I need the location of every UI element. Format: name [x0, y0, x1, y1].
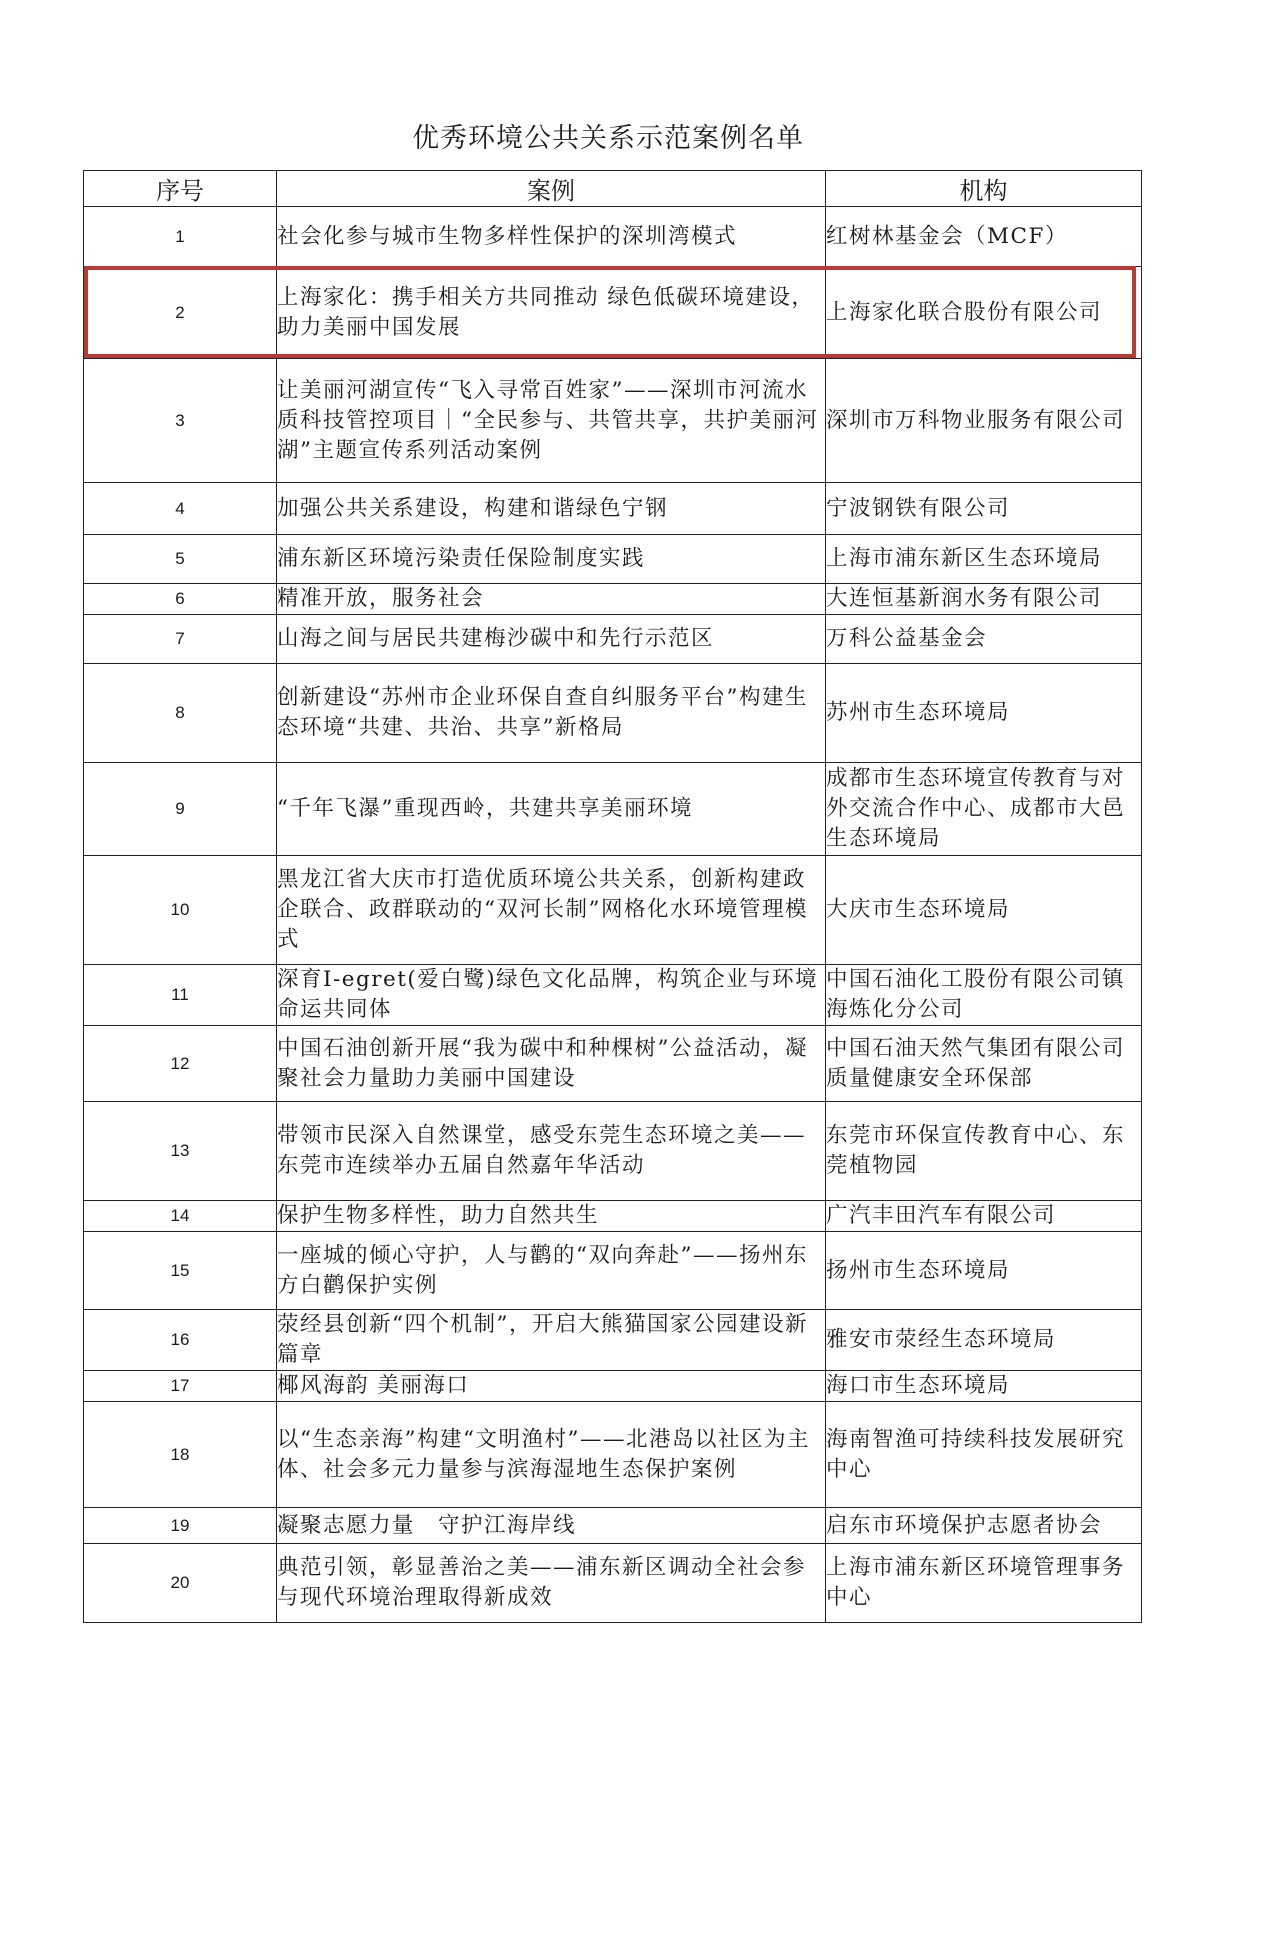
row-number: 4 — [84, 483, 277, 535]
table-row — [84, 856, 1142, 965]
row-number: 10 — [84, 856, 277, 965]
column-header-organization: 机构 — [826, 171, 1142, 207]
cases-table — [83, 170, 1142, 1623]
row-number: 20 — [84, 1544, 277, 1623]
row-number: 11 — [84, 965, 277, 1026]
row-number: 7 — [84, 615, 277, 664]
case-name: 深育I-egret(爱白鹭)绿色文化品牌，构筑企业与环境命运共同体 — [277, 965, 826, 1026]
table-row — [84, 1026, 1142, 1102]
table-row — [84, 1102, 1142, 1201]
row-number: 8 — [84, 664, 277, 763]
organization-name: 大庆市生态环境局 — [826, 856, 1142, 965]
organization-name: 启东市环境保护志愿者协会 — [826, 1508, 1142, 1544]
case-name: 上海家化：携手相关方共同推动 绿色低碳环境建设，助力美丽中国发展 — [277, 267, 826, 359]
organization-name: 扬州市生态环境局 — [826, 1232, 1142, 1310]
organization-name: 万科公益基金会 — [826, 615, 1142, 664]
table-row — [84, 535, 1142, 584]
table-row — [84, 1402, 1142, 1508]
table-row — [84, 1201, 1142, 1232]
row-number: 3 — [84, 359, 277, 483]
organization-name: 上海市浦东新区生态环境局 — [826, 535, 1142, 584]
case-name: 保护生物多样性，助力自然共生 — [277, 1201, 826, 1232]
case-name: 让美丽河湖宣传“飞入寻常百姓家”——深圳市河流水质科技管控项目｜“全民参与、共管共享，共护美丽河湖”主题宣传系列活动案例 — [277, 359, 826, 483]
organization-name: 广汽丰田汽车有限公司 — [826, 1201, 1142, 1232]
table-row — [84, 615, 1142, 664]
row-number: 1 — [84, 207, 277, 267]
table-row — [84, 359, 1142, 483]
case-name: 黑龙江省大庆市打造优质环境公共关系，创新构建政企联合、政群联动的“双河长制”网格化水环境管理模式 — [277, 856, 826, 965]
organization-name: 大连恒基新润水务有限公司 — [826, 584, 1142, 615]
table-row — [84, 267, 1142, 359]
organization-name: 海南智渔可持续科技发展研究中心 — [826, 1402, 1142, 1508]
table-row — [84, 1371, 1142, 1402]
column-header-case: 案例 — [277, 171, 826, 207]
case-name: 荥经县创新“四个机制”，开启大熊猫国家公园建设新篇章 — [277, 1310, 826, 1371]
case-name: 一座城的倾心守护，人与鹳的“双向奔赴”——扬州东方白鹳保护实例 — [277, 1232, 826, 1310]
row-number: 15 — [84, 1232, 277, 1310]
organization-name: 海口市生态环境局 — [826, 1371, 1142, 1402]
case-name: 创新建设“苏州市企业环保自查自纠服务平台”构建生态环境“共建、共治、共享”新格局 — [277, 664, 826, 763]
organization-name: 雅安市荥经生态环境局 — [826, 1310, 1142, 1371]
row-number: 14 — [84, 1201, 277, 1232]
row-number: 16 — [84, 1310, 277, 1371]
table-row — [84, 1544, 1142, 1623]
organization-name: 东莞市环保宣传教育中心、东莞植物园 — [826, 1102, 1142, 1201]
table-row — [84, 1508, 1142, 1544]
organization-name: 成都市生态环境宣传教育与对外交流合作中心、成都市大邑生态环境局 — [826, 763, 1142, 856]
organization-name: 上海市浦东新区环境管理事务中心 — [826, 1544, 1142, 1623]
table-row — [84, 1310, 1142, 1371]
organization-name: 苏州市生态环境局 — [826, 664, 1142, 763]
organization-name: 上海家化联合股份有限公司 — [826, 267, 1142, 359]
table-row — [84, 207, 1142, 267]
row-number: 6 — [84, 584, 277, 615]
row-number: 13 — [84, 1102, 277, 1201]
table-row — [84, 763, 1142, 856]
row-number: 17 — [84, 1371, 277, 1402]
case-name: 山海之间与居民共建梅沙碳中和先行示范区 — [277, 615, 826, 664]
organization-name: 中国石油化工股份有限公司镇海炼化分公司 — [826, 965, 1142, 1026]
document-title: 优秀环境公共关系示范案例名单 — [412, 123, 804, 154]
case-name: 加强公共关系建设，构建和谐绿色宁钢 — [277, 483, 826, 535]
case-name: 中国石油创新开展“我为碳中和种棵树”公益活动，凝聚社会力量助力美丽中国建设 — [277, 1026, 826, 1102]
row-number: 19 — [84, 1508, 277, 1544]
table-row — [84, 483, 1142, 535]
case-name: 带领市民深入自然课堂，感受东莞生态环境之美——东莞市连续举办五届自然嘉年华活动 — [277, 1102, 826, 1201]
case-name: 椰风海韵 美丽海口 — [277, 1371, 826, 1402]
case-name: 典范引领，彰显善治之美——浦东新区调动全社会参与现代环境治理取得新成效 — [277, 1544, 826, 1623]
column-header-number: 序号 — [84, 171, 277, 207]
organization-name: 红树林基金会（MCF） — [826, 207, 1142, 267]
organization-name: 宁波钢铁有限公司 — [826, 483, 1142, 535]
case-name: 以“生态亲海”构建“文明渔村”——北港岛以社区为主体、社会多元力量参与滨海湿地生态保护案例 — [277, 1402, 826, 1508]
case-name: 社会化参与城市生物多样性保护的深圳湾模式 — [277, 207, 826, 267]
table-row — [84, 965, 1142, 1026]
organization-name: 中国石油天然气集团有限公司质量健康安全环保部 — [826, 1026, 1142, 1102]
row-number: 5 — [84, 535, 277, 584]
row-number: 18 — [84, 1402, 277, 1508]
case-name: 凝聚志愿力量 守护江海岸线 — [277, 1508, 826, 1544]
row-number: 2 — [84, 267, 277, 359]
case-name: “千年飞瀑”重现西岭，共建共享美丽环境 — [277, 763, 826, 856]
organization-name: 深圳市万科物业服务有限公司 — [826, 359, 1142, 483]
case-name: 浦东新区环境污染责任保险制度实践 — [277, 535, 826, 584]
table-row — [84, 1232, 1142, 1310]
table-row — [84, 664, 1142, 763]
case-name: 精准开放，服务社会 — [277, 584, 826, 615]
table-row — [84, 584, 1142, 615]
row-number: 9 — [84, 763, 277, 856]
table-header-row — [84, 171, 1142, 207]
row-number: 12 — [84, 1026, 277, 1102]
